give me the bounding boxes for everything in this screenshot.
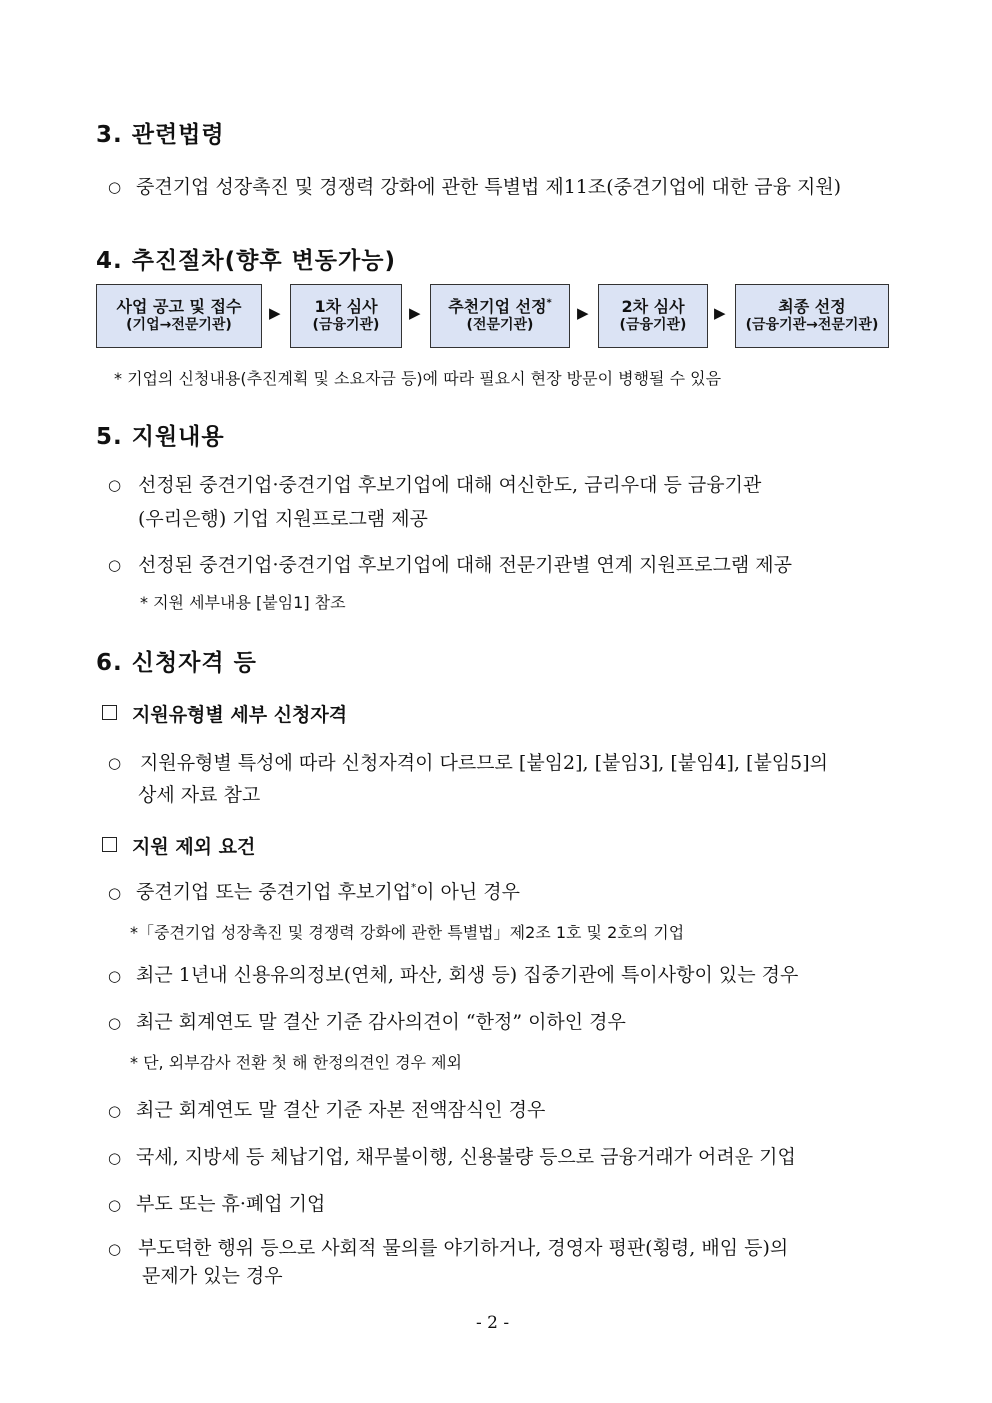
page-number: - 2 - [476, 1313, 510, 1333]
eligibility-line2: 상세 자료 참고 [138, 784, 261, 806]
exclusion-item-7-line2: 문제가 있는 경우 [142, 1265, 283, 1287]
eligibility-line1: 지원유형별 특성에 따라 신청자격이 다르므로 [붙임2], [붙임3], [붙임4], [붙임5]의 [140, 752, 829, 774]
checkbox-square-icon [102, 705, 117, 720]
bullet-icon: ○ [108, 1149, 122, 1167]
bullet-icon: ○ [108, 556, 122, 574]
step-title: 2차 심사 [621, 297, 685, 317]
bullet-icon: ○ [108, 1240, 122, 1258]
exclusion-item-1-note: *「중견기업 성장촉진 및 경쟁력 강화에 관한 특별법」제2조 1호 및 2호의 기업 [130, 923, 685, 942]
exclusion-item-2: 최근 1년내 신용유의정보(연체, 파산, 회생 등) 집중기관에 특이사항이 있는 경우 [136, 964, 799, 986]
subsection-title: 지원 제외 요건 [132, 836, 256, 858]
step-sub: (금융기관) [619, 317, 687, 334]
step-sub: (전문기관) [466, 317, 534, 334]
exclusion-item-5: 국세, 지방세 등 체납기업, 채무불이행, 신용불량 등으로 금융거래가 어려운 기업 [136, 1146, 796, 1168]
subsection-title: 지원유형별 세부 신청자격 [132, 704, 348, 726]
step-title: 최종 선정 [778, 297, 846, 317]
support-item-1-line1: 선정된 중견기업·중견기업 후보기업에 대해 여신한도, 금리우대 등 금융기관 [138, 474, 762, 496]
exclusion-item-3-note: * 단, 외부감사 전환 첫 해 한정의견인 경우 제외 [130, 1053, 462, 1072]
step-box-3 [430, 284, 570, 348]
exclusion-item-3: 최근 회계연도 말 결산 기준 감사의견이 “한정” 이하인 경우 [136, 1011, 626, 1033]
bullet-icon: ○ [108, 1196, 122, 1214]
procedure-note: * 기업의 신청내용(추진계획 및 소요자금 등)에 따라 필요시 현장 방문이 병행될 수 있음 [114, 369, 722, 388]
arrow-right-icon: ▶ [714, 304, 726, 322]
step-box-2 [290, 284, 402, 348]
bullet-icon: ○ [108, 1102, 122, 1120]
bullet-icon: ○ [108, 884, 122, 902]
law-item: 중견기업 성장촉진 및 경쟁력 강화에 관한 특별법 제11조(중견기업에 대한 금융 지원) [136, 176, 842, 198]
exclusion-item-1: 중견기업 또는 중견기업 후보기업*이 아닌 경우 [136, 881, 520, 903]
section-3-heading: 3. 관련법령 [96, 122, 225, 148]
support-item-2: 선정된 중견기업·중견기업 후보기업에 대해 전문기관별 연계 지원프로그램 제공 [138, 554, 792, 576]
section-4-heading: 4. 추진절차(향후 변동가능) [96, 248, 396, 274]
step-title: 사업 공고 및 접수 [116, 297, 242, 317]
step-box-4 [598, 284, 708, 348]
step-title: 1차 심사 [314, 297, 378, 317]
bullet-icon: ○ [108, 178, 122, 196]
arrow-right-icon: ▶ [269, 304, 281, 322]
checkbox-square-icon [102, 837, 117, 852]
step-sub: (금융기관→전문기관) [745, 317, 879, 334]
exclusion-item-7-line1: 부도덕한 행위 등으로 사회적 물의를 야기하거나, 경영자 평판(횡령, 배임 등)의 [138, 1237, 789, 1259]
arrow-right-icon: ▶ [409, 304, 421, 322]
footnote-mark: * [411, 882, 417, 894]
section-5-heading: 5. 지원내용 [96, 424, 225, 450]
footnote-mark: * [546, 297, 552, 309]
bullet-icon: ○ [108, 754, 122, 772]
step-box-1 [96, 284, 262, 348]
step-box-5 [735, 284, 889, 348]
support-item-1-line2: (우리은행) 기업 지원프로그램 제공 [138, 508, 428, 530]
bullet-icon: ○ [108, 967, 122, 985]
step-title: 추천기업 선정* [448, 297, 552, 317]
step-sub: (금융기관) [312, 317, 380, 334]
exclusion-item-4: 최근 회계연도 말 결산 기준 자본 전액잠식인 경우 [136, 1099, 546, 1121]
support-note: * 지원 세부내용 [붙임1] 참조 [140, 593, 346, 612]
section-6-heading: 6. 신청자격 등 [96, 650, 257, 676]
step-sub: (기업→전문기관) [126, 317, 232, 334]
bullet-icon: ○ [108, 476, 122, 494]
exclusion-item-6: 부도 또는 휴·폐업 기업 [136, 1193, 326, 1215]
bullet-icon: ○ [108, 1014, 122, 1032]
arrow-right-icon: ▶ [577, 304, 589, 322]
